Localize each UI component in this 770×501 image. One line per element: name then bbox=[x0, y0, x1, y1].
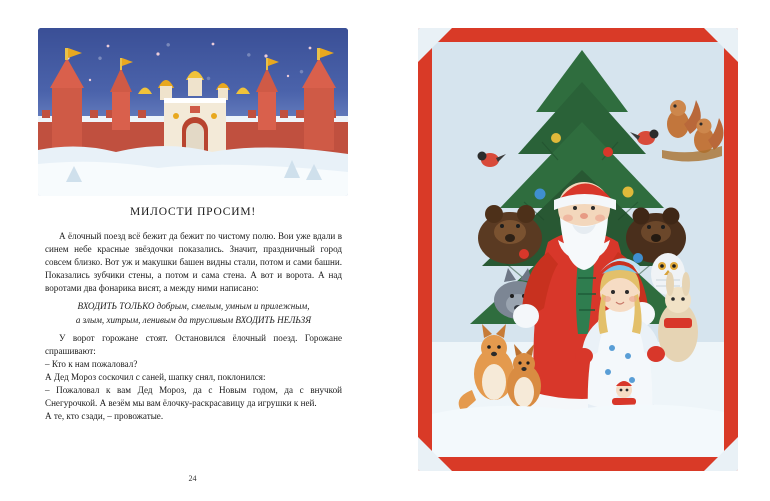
bear-icon-left bbox=[478, 205, 542, 264]
ded-moroz-snegurochka-illustration bbox=[418, 28, 738, 471]
page-heading-block bbox=[45, 206, 341, 227]
paragraph-3: – Кто к нам пожаловал? bbox=[45, 358, 138, 369]
page-number: 24 bbox=[188, 474, 197, 483]
gate-rule-block bbox=[45, 300, 342, 326]
body-text bbox=[45, 230, 342, 423]
tower-left bbox=[50, 48, 84, 150]
scene-svg bbox=[432, 42, 724, 457]
gate-rule-line-2: а злым, хитрым, ленивым да трусливым ВХОДИТЬ НЕЛЬЗЯ bbox=[75, 314, 312, 325]
right-page bbox=[385, 0, 770, 501]
city-gate bbox=[164, 98, 226, 152]
paragraph-2: У ворот горожане стоят. Остановился ёлочный поезд. Горожане спрашивают: bbox=[45, 332, 342, 356]
city-silhouette bbox=[38, 28, 348, 196]
paragraph-4: А Дед Мороз соскочил с саней, шапку снял, поклонился: bbox=[45, 371, 266, 382]
paragraph-6: А те, кто сзади, – провожатые. bbox=[45, 411, 164, 422]
page-title: МИЛОСТИ ПРОСИМ! bbox=[130, 206, 256, 218]
paragraph-5: – Пожаловал к вам Дед Мороз, да с Новым годом, да с внучкой Снегурочкой. А везём мы вам ёлочку-раскрасавицу да игрушки к ней. bbox=[45, 385, 342, 409]
domes-icon bbox=[138, 71, 250, 100]
tower-right bbox=[302, 48, 336, 150]
paragraph-1: А ёлочный поезд всё бежит да бежит по чистому полю. Вои уже вдали в синем небе красные звёздочки показались. Значит, праздничный город совсем близко. Вот уж и макушки башен видны стали, потом и сами башни. Показались зубчики стены, а потом и сама стена. А вот и ворота. А над воротами два фонарика висят, а между ними написано: bbox=[45, 231, 342, 294]
gate-rule-line-1: ВХОДИТЬ ТОЛЬКО добрым, смелым, умным и прилежным, bbox=[77, 301, 310, 312]
winter-city-gates-illustration bbox=[38, 28, 348, 196]
city-svg bbox=[38, 28, 348, 196]
illustration-canvas bbox=[432, 42, 724, 457]
